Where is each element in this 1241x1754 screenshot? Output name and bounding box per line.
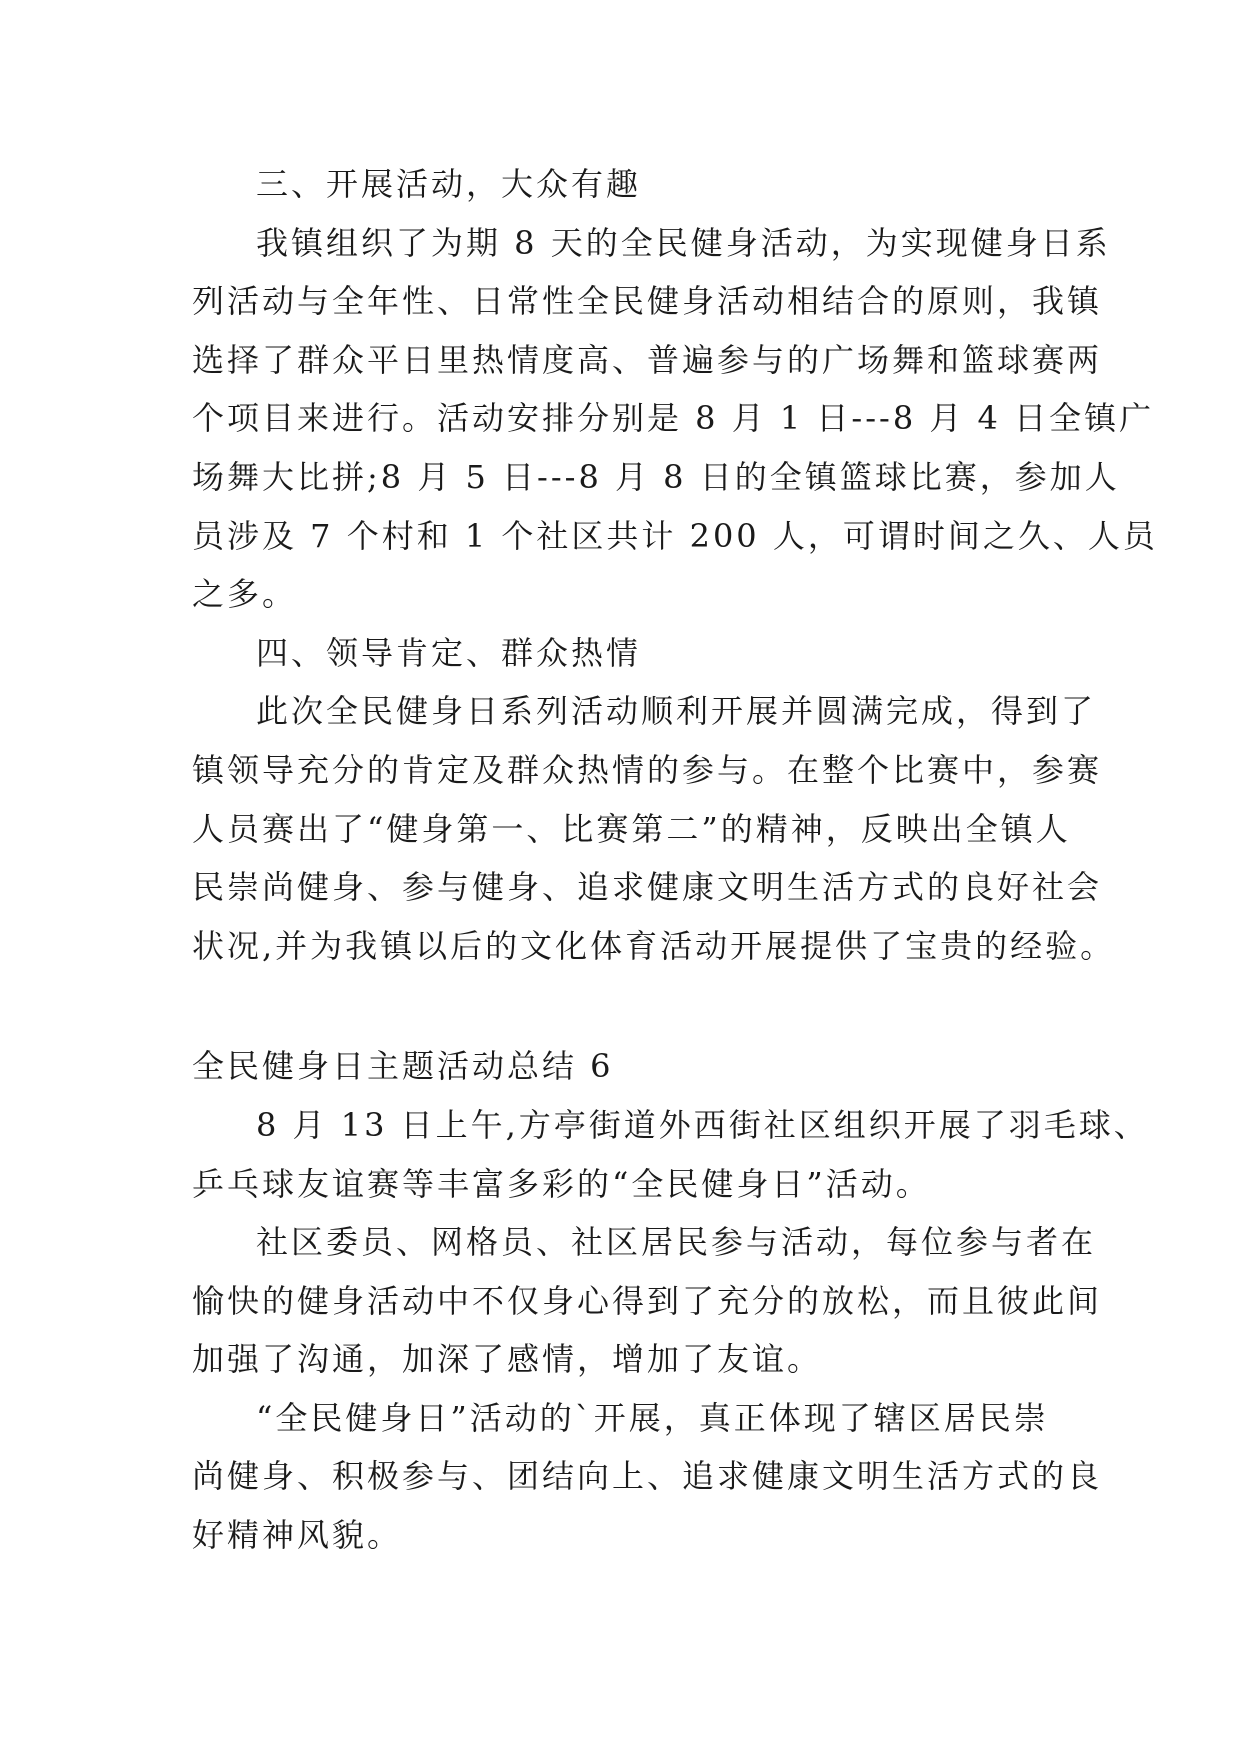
paragraph-line: 员涉及 7 个村和 1 个社区共计 200 人，可谓时间之久、人员 [192,516,1158,555]
paragraph-line: 人员赛出了“健身第一、比赛第二”的精神，反映出全镇人 [192,809,1071,848]
paragraph-line: 社区委员、网格员、社区居民参与活动，每位参与者在 [256,1223,1097,1262]
paragraph-line: 乒乓球友谊赛等丰富多彩的“全民健身日”活动。 [192,1164,931,1203]
paragraph [192,214,1158,624]
paragraph-line: 场舞大比拼;8 月 5 日---8 月 8 日的全镇篮球比赛，参加人 [192,457,1120,496]
paragraph-line: 加强了沟通，加深了感情，增加了友谊。 [192,1340,823,1379]
paragraph-line: 8 月 13 日上午,方亭街道外西街社区组织开展了羽毛球、 [256,1105,1149,1144]
paragraph [192,682,1116,975]
document-title: 全民健身日主题活动总结 6 [192,1047,614,1086]
paragraph-line: 尚健身、积极参与、团结向上、追求健康文明生活方式的良 [192,1457,1103,1496]
paragraph-line: 我镇组织了为期 8 天的全民健身活动，为实现健身日系 [256,223,1111,262]
paragraph-line: 个项目来进行。活动安排分别是 8 月 1 日---8 月 4 日全镇广 [192,399,1155,438]
paragraph-line: “全民健身日”活动的`开展，真正体现了辖区居民崇 [256,1398,1049,1437]
paragraph-line: 状况,并为我镇以后的文化体育活动开展提供了宝贵的经验。 [192,926,1116,965]
paragraph-line: 镇领导充分的肯定及群众热情的参与。在整个比赛中，参赛 [192,750,1103,789]
section-heading: 三、开展活动，大众有趣 [256,165,642,203]
document-page [192,155,1158,1565]
paragraph-line: 选择了群众平日里热情度高、普遍参与的广场舞和篮球赛两 [192,340,1103,379]
paragraph-line: 民崇尚健身、参与健身、追求健康文明生活方式的良好社会 [192,868,1103,907]
paragraph [192,1213,1103,1389]
paragraph-line: 好精神风貌。 [192,1516,403,1555]
paragraph [192,1389,1103,1565]
paragraph [192,1096,1149,1213]
paragraph-line: 愉快的健身活动中不仅身心得到了充分的放松，而且彼此间 [192,1281,1103,1320]
paragraph-line: 此次全民健身日系列活动顺利开展并圆满完成，得到了 [256,692,1097,731]
paragraph-line: 列活动与全年性、日常性全民健身活动相结合的原则，我镇 [192,282,1103,321]
paragraph-line: 之多。 [192,575,298,614]
section-heading: 四、领导肯定、群众热情 [256,633,642,672]
